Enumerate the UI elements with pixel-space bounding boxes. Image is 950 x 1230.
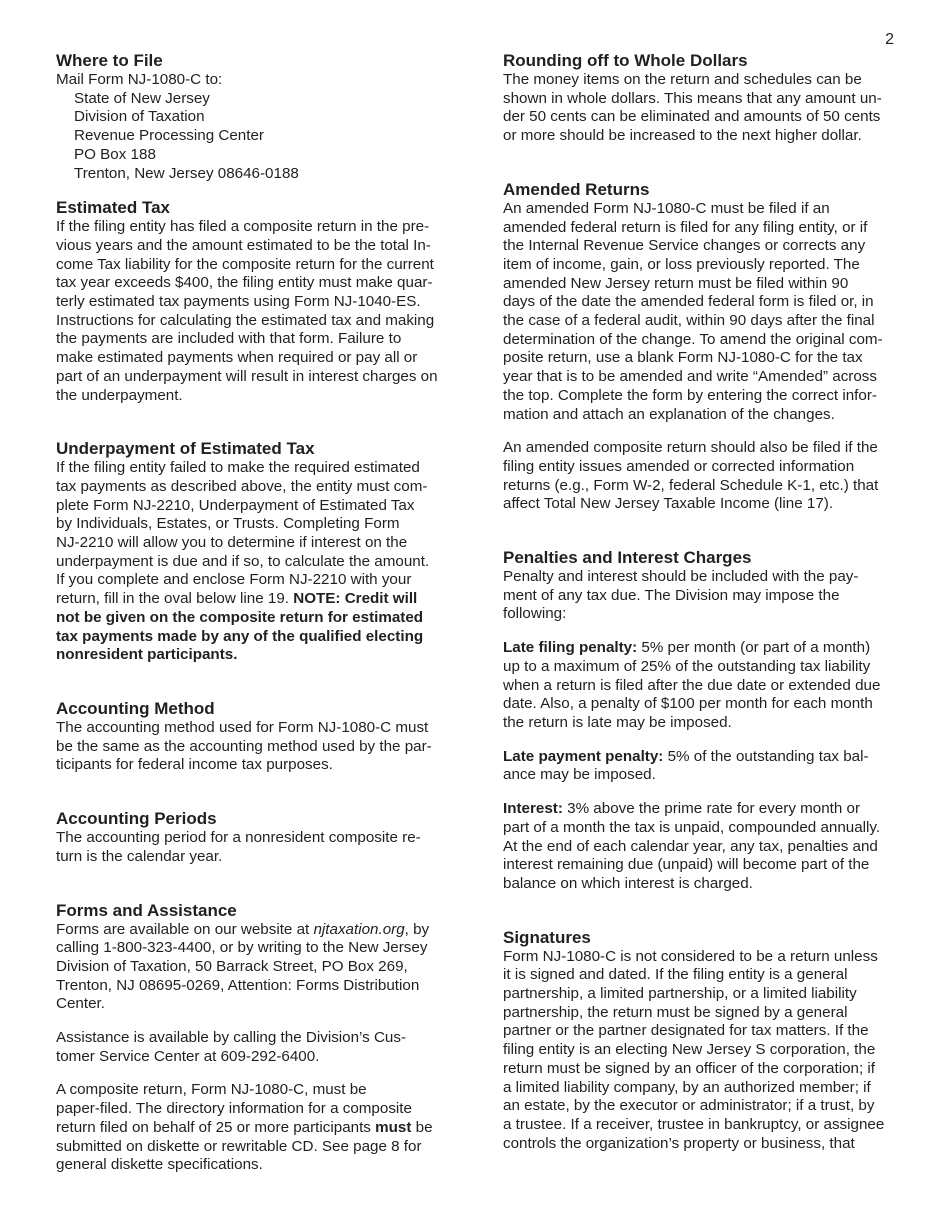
note-bold-line: nonresident participants. bbox=[56, 646, 238, 664]
section-underpayment bbox=[56, 438, 451, 665]
text-line: days of the date the amended federal form is filed or, in bbox=[503, 293, 874, 311]
section-forms-assistance bbox=[56, 900, 451, 1175]
text-line: At the end of each calendar year, any tax, penalties and bbox=[503, 837, 878, 855]
page-number: 2 bbox=[885, 31, 894, 48]
text-line: plete Form NJ-2210, Underpayment of Estimated Tax bbox=[56, 496, 415, 514]
text-line: the Internal Revenue Service changes or corrects any bbox=[503, 237, 866, 255]
paragraph-interest bbox=[503, 800, 898, 894]
text-run: return, fill in the oval below line 19. bbox=[56, 590, 294, 608]
text-line: An amended Form NJ-1080-C must be filed if an bbox=[503, 199, 830, 217]
text-line bbox=[56, 1119, 451, 1138]
text-line: Assistance is available by calling the Division’s Cus- bbox=[56, 1029, 407, 1047]
text-line: an estate, by the executor or administrator; if a trust, by bbox=[503, 1097, 875, 1115]
text-run: 3% above the prime rate for every month or bbox=[562, 800, 861, 818]
text-run: Forms are available on our website at bbox=[56, 920, 314, 938]
text-line: mation and attach an explanation of the changes. bbox=[503, 405, 835, 423]
text-line: part of an underpayment will result in interest charges on bbox=[56, 367, 438, 385]
text-line bbox=[56, 590, 451, 609]
text-line: vious years and the amount estimated to be the total In- bbox=[56, 236, 431, 254]
paragraph bbox=[503, 200, 898, 424]
text-line: If the filing entity failed to make the required estimated bbox=[56, 459, 420, 477]
section-estimated-tax bbox=[56, 197, 451, 405]
paragraph bbox=[503, 71, 898, 146]
text-line: balance on which interest is charged. bbox=[503, 874, 753, 892]
note-bold-line: tax payments made by any of the qualified electing bbox=[56, 627, 424, 645]
text-line: up to a maximum of 25% of the outstanding tax liability bbox=[503, 657, 871, 675]
section-heading: Amended Returns bbox=[503, 179, 650, 199]
term-label: Interest: bbox=[503, 800, 563, 818]
text-line: NJ-2210 will allow you to determine if interest on the bbox=[56, 534, 408, 552]
address-line: PO Box 188 bbox=[74, 145, 156, 163]
text-line: by Individuals, Estates, or Trusts. Completing Form bbox=[56, 515, 400, 533]
text-line: amended federal return is filed for any filing entity, or if bbox=[503, 218, 868, 236]
right-column bbox=[503, 50, 898, 1153]
section-heading: Underpayment of Estimated Tax bbox=[56, 439, 315, 459]
text-run: , by bbox=[404, 920, 430, 938]
text-line: The accounting method used for Form NJ-1080-C must bbox=[56, 718, 429, 736]
section-heading: Penalties and Interest Charges bbox=[503, 548, 752, 568]
text-line: tax payments as described above, the entity must com- bbox=[56, 477, 428, 495]
text-line: underpayment is due and if so, to calculate the amount. bbox=[56, 552, 430, 570]
text-run: 5% of the outstanding tax bal- bbox=[663, 747, 869, 765]
text-line: returns (e.g., Form W-2, federal Schedule K-1, etc.) that bbox=[503, 476, 879, 494]
text-line: ment of any tax due. The Division may impose the bbox=[503, 586, 840, 604]
text-line: If the filing entity has filed a composite return in the pre- bbox=[56, 218, 430, 236]
address-line: Trenton, New Jersey 08646-0188 bbox=[74, 164, 299, 182]
paragraph bbox=[56, 218, 451, 405]
text-line: calling 1-800-323-4400, or by writing to the New Jersey bbox=[56, 939, 428, 957]
emphasis-bold: must bbox=[375, 1118, 412, 1136]
paragraph-late-payment bbox=[503, 748, 898, 785]
text-line: year that is to be amended and write “Amended” across bbox=[503, 368, 877, 386]
address-line: Revenue Processing Center bbox=[74, 127, 264, 145]
paragraph bbox=[503, 948, 898, 1154]
text-line: it is signed and dated. If the filing entity is a general bbox=[503, 966, 848, 984]
text-line: partnership, a limited partnership, or a limited liability bbox=[503, 985, 857, 1003]
text-line bbox=[503, 800, 898, 819]
text-run: be bbox=[411, 1118, 433, 1136]
text-line: shown in whole dollars. This means that any amount un- bbox=[503, 89, 882, 107]
section-signatures bbox=[503, 927, 898, 1154]
section-amended-returns bbox=[503, 179, 898, 514]
text-line: An amended composite return should also be filed if the bbox=[503, 439, 878, 457]
section-heading: Accounting Method bbox=[56, 698, 215, 718]
text-line: The money items on the return and schedules can be bbox=[503, 71, 862, 88]
paragraph bbox=[56, 719, 451, 775]
text-line: Instructions for calculating the estimated tax and making bbox=[56, 311, 435, 329]
section-heading: Where to File bbox=[56, 51, 163, 70]
text-line: part of a month the tax is unpaid, compounded annually. bbox=[503, 818, 881, 836]
text-line: item of income, gain, or loss previously reported. The bbox=[503, 255, 860, 273]
term-label: Late filing penalty: bbox=[503, 639, 638, 657]
text-line: Division of Taxation, 50 Barrack Street, PO Box 269, bbox=[56, 957, 408, 975]
section-heading: Estimated Tax bbox=[56, 198, 171, 218]
text-line: interest remaining due (unpaid) will become part of the bbox=[503, 856, 870, 874]
text-line: affect Total New Jersey Taxable Income (line 17). bbox=[503, 495, 834, 513]
note-bold-line: not be given on the composite return for estimated bbox=[56, 608, 424, 626]
text-line: turn is the calendar year. bbox=[56, 847, 223, 865]
text-line: general diskette specifications. bbox=[56, 1156, 263, 1174]
text-line bbox=[503, 748, 898, 767]
text-line: ance may be imposed. bbox=[503, 766, 656, 784]
text-line: partner or the partner designated for tax matters. If the bbox=[503, 1022, 869, 1040]
text-line: Penalty and interest should be included with the pay- bbox=[503, 568, 859, 586]
text-line: filing entity is an electing New Jersey S corporation, the bbox=[503, 1041, 876, 1059]
text-line: amended New Jersey return must be filed within 90 bbox=[503, 274, 849, 292]
text-line: terly estimated tax payments using Form NJ-1040-ES. bbox=[56, 293, 421, 311]
text-line: come Tax liability for the composite return for the current bbox=[56, 255, 434, 273]
address-line: State of New Jersey bbox=[74, 89, 210, 107]
text-run: 5% per month (or part of a month) bbox=[637, 639, 871, 657]
section-heading: Accounting Periods bbox=[56, 809, 217, 829]
text-line: the payments are included with that form. Failure to bbox=[56, 330, 402, 348]
text-line bbox=[56, 921, 451, 940]
text-run: return filed on behalf of 25 or more participants bbox=[56, 1118, 376, 1136]
section-penalties bbox=[503, 547, 898, 894]
text-line: Form NJ-1080-C is not considered to be a return unless bbox=[503, 947, 878, 965]
text-line: submitted on diskette or rewritable CD. See page 8 for bbox=[56, 1137, 422, 1155]
section-rounding bbox=[503, 50, 898, 146]
address-line: Division of Taxation bbox=[74, 108, 205, 126]
text-line: posite return, use a blank Form NJ-1080-C for the tax bbox=[503, 349, 863, 367]
paragraph bbox=[503, 568, 898, 624]
text-line: Center. bbox=[56, 995, 105, 1013]
section-heading: Signatures bbox=[503, 927, 591, 947]
text-line: the case of a federal audit, within 90 days after the final bbox=[503, 312, 875, 330]
text-line: If you complete and enclose Form NJ-2210 with your bbox=[56, 571, 412, 589]
section-accounting-method bbox=[56, 698, 451, 775]
text-line: the return is late may be imposed. bbox=[503, 713, 732, 731]
term-label: Late payment penalty: bbox=[503, 747, 664, 765]
text-line: partnership, the return must be signed by a general bbox=[503, 1003, 848, 1021]
text-line: paper-filed. The directory information for a composite bbox=[56, 1100, 412, 1118]
paragraph bbox=[503, 439, 898, 514]
text-line: a limited liability company, by an authorized member; if bbox=[503, 1078, 871, 1096]
text-line: following: bbox=[503, 605, 567, 623]
paragraph bbox=[56, 1029, 451, 1066]
left-column bbox=[56, 50, 451, 1175]
text-line: the underpayment. bbox=[56, 386, 183, 404]
text-line: der 50 cents can be eliminated and amounts of 50 cents bbox=[503, 108, 881, 126]
note-bold: NOTE: Credit will bbox=[293, 590, 418, 608]
section-where-to-file bbox=[56, 50, 451, 183]
text-line: when a return is filed after the due date or extended due bbox=[503, 676, 881, 694]
paragraph bbox=[56, 921, 451, 1015]
text-line: a trustee. If a receiver, trustee in bankruptcy, or assignee bbox=[503, 1115, 885, 1133]
text-line: make estimated payments when required or pay all or bbox=[56, 349, 418, 367]
section-heading: Forms and Assistance bbox=[56, 900, 237, 920]
mailing-address bbox=[56, 90, 451, 184]
text-line: return must be signed by an officer of the corporation; if bbox=[503, 1059, 876, 1077]
section-accounting-periods bbox=[56, 808, 451, 866]
text-line: determination of the change. To amend the original com- bbox=[503, 330, 883, 348]
text-line: or more should be increased to the next higher dollar. bbox=[503, 127, 862, 145]
paragraph bbox=[56, 1081, 451, 1175]
text-line: Trenton, NJ 08695-0269, Attention: Forms Distribution bbox=[56, 976, 420, 994]
text-line: ticipants for federal income tax purposes. bbox=[56, 756, 333, 774]
paragraph-late-filing bbox=[503, 639, 898, 733]
text-line: The accounting period for a nonresident composite re- bbox=[56, 829, 421, 847]
text-line: Mail Form NJ-1080-C to: bbox=[56, 71, 223, 88]
paragraph bbox=[56, 829, 451, 866]
website-name: njtaxation.org bbox=[313, 920, 405, 938]
text-line: tax year exceeds $400, the filing entity must make quar- bbox=[56, 274, 433, 292]
text-line: controls the organization’s property or business, that bbox=[503, 1134, 855, 1152]
text-line: tomer Service Center at 609-292-6400. bbox=[56, 1047, 320, 1065]
text-line: be the same as the accounting method used by the par- bbox=[56, 737, 432, 755]
text-line bbox=[503, 639, 898, 658]
text-line: the top. Complete the form by entering the correct infor- bbox=[503, 386, 877, 404]
text-line: filing entity issues amended or corrected information bbox=[503, 457, 855, 475]
section-heading: Rounding off to Whole Dollars bbox=[503, 51, 748, 70]
text-line: A composite return, Form NJ-1080-C, must be bbox=[56, 1081, 367, 1099]
paragraph bbox=[56, 459, 451, 665]
text-line: date. Also, a penalty of $100 per month for each month bbox=[503, 695, 873, 713]
